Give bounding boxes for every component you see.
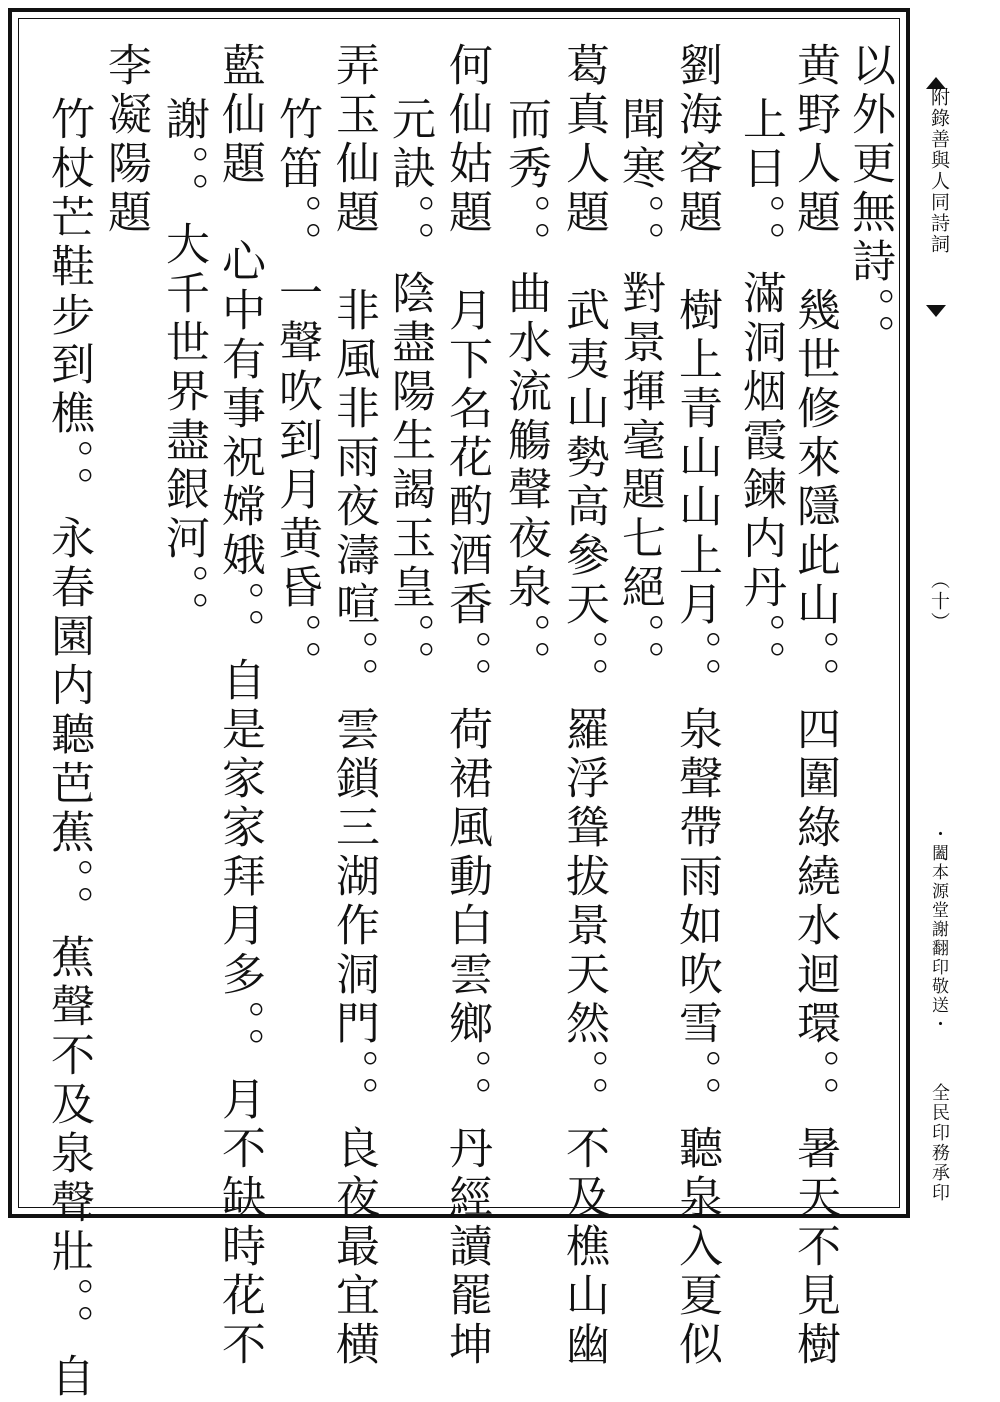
text-column: 劉海客題 樹上青山山上月。。泉聲帶雨如吹雪。。聽泉入夏似 (671, 42, 722, 1370)
text-column: 弄玉仙題 非風非雨夜濤喧。。雲鎖三湖作洞門。。良夜最宜横 (328, 42, 379, 1370)
text-column: 何仙姑題 月下名花酌酒香。。荷裙風動白雲鄉。。丹經讀罷坤 (441, 42, 492, 1370)
text-column: 聞寒。。對景揮毫題七絕。。 (614, 96, 665, 689)
text-column: 謝。。大千世界盡銀河。。 (158, 96, 209, 640)
printer-credit: 全民印務承印 (929, 1083, 950, 1203)
text-column: 黄野人題 幾世修來隱此山。。四圍綠繞水迴環。。暑天不見樹 (789, 42, 840, 1370)
text-column: 葛真人題 武夷山勢高參天。。羅浮聳拔景天然。。不及樵山幽 (558, 42, 609, 1370)
triangle-down-icon (926, 305, 946, 317)
text-column: 而秀。。曲水流觴聲夜泉。。 (500, 96, 551, 689)
text-column: 上日。。滿洞烟霞鍊内丹。。 (735, 96, 786, 689)
text-column: 元訣。。陰盡陽生謁玉皇。。 (384, 96, 435, 689)
running-title: 附錄善與人同詩詞 (928, 87, 950, 255)
text-column: 李凝陽題 (100, 42, 151, 238)
text-column: 竹杖芒鞋步到樵。。永春園内聽芭蕉。。蕉聲不及泉聲壯。。自 (43, 96, 94, 1402)
side-margin (916, 55, 956, 1227)
publisher-note: ・闔本源堂謝翻印敬送・ (928, 825, 948, 1034)
page-number: （十） (928, 570, 950, 633)
text-column: 竹笛。。一聲吹到月黄昏。。 (271, 96, 322, 689)
text-column: 藍仙題 心中有事祝嫦娥。。自是家家拜月多。。月不缺時花不 (214, 42, 265, 1370)
text-column: 以外更無詩。。 (844, 42, 895, 363)
